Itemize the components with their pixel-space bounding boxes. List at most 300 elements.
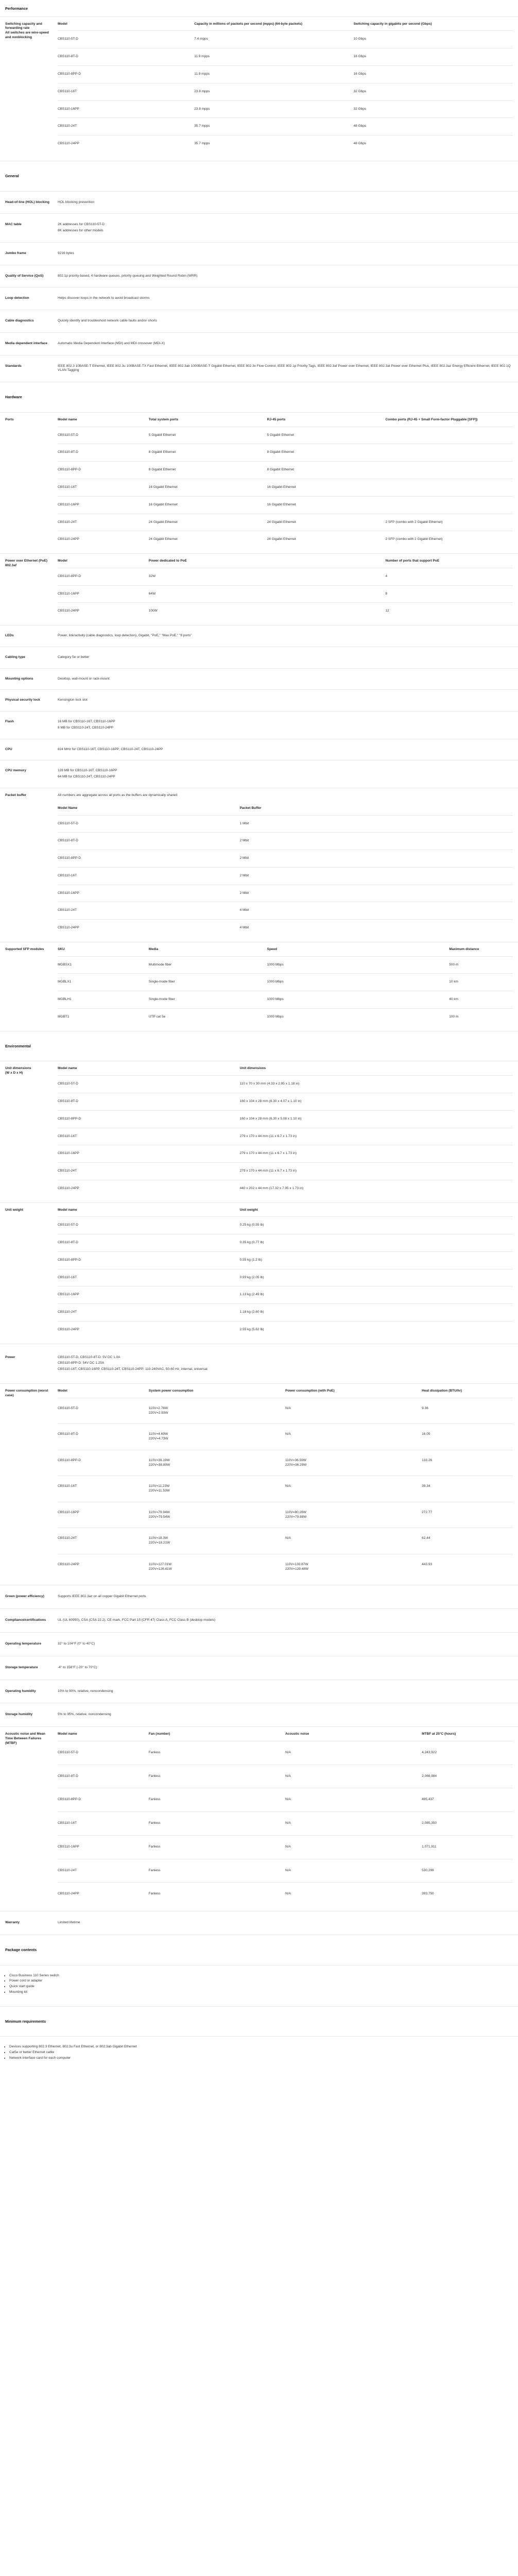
hardware-misc-rows [0, 625, 518, 788]
spec-value-line: Helps discover loops in the network to avoid broadcast storms [58, 296, 150, 300]
table-cell: 24 Gigabit Ethernet [149, 531, 267, 548]
table-row [58, 885, 513, 902]
row-acoustic [0, 1727, 518, 1911]
power-value [58, 1344, 518, 1383]
spec-value [58, 310, 518, 332]
spec-value-line: IEEE 802.3 10BASE-T Ethernet, IEEE 802.3u 100BASE-TX Fast Ethernet, IEEE 802.3ab 1000BASE-T Gigabit Ethernet, IEEE 802.3x Flow Control, IEEE 802.1p Priority Tags, IEEE 802.3af Power over Ethernet, IEEE 802.3at Power over Ethernet Plus, IEEE 802.3az Energy Efficient Ethernet, IEEE 802.1Q VLAN Tagging [58, 364, 511, 372]
table-cell: 16 Gigabit Ethernet [267, 496, 386, 514]
column-header: Power consumption (with PoE) [285, 1389, 335, 1393]
spec-value [58, 1656, 518, 1680]
table-row [58, 1163, 513, 1180]
table-row [58, 585, 513, 603]
table-row [58, 833, 513, 850]
table-row [58, 1304, 513, 1321]
spec-label: LEDs [5, 634, 14, 638]
table-cell: Fanless [149, 1835, 285, 1859]
table-row [58, 1502, 513, 1528]
table-cell: Fanless [149, 1859, 285, 1883]
column-header: Model name [58, 417, 77, 421]
table-cell: 24 Gigabit Ethernet [149, 514, 267, 531]
switching-label: Switching capacity and forwarding rate All switches are wire-speed and nonblocking [5, 22, 49, 40]
spec-label: Flash [5, 720, 14, 724]
table-cell: N/A [285, 1835, 422, 1859]
table-cell: CBS110-24PP [58, 1554, 149, 1580]
spec-value-line: Desktop, wall-mount or rack-mount [58, 676, 110, 681]
spec-value-line: 16 MB for CBS110-16T, CBS110-16PP [58, 720, 115, 724]
table-cell: 16 Gigabit Ethernet [149, 479, 267, 497]
table-cell: 40 km [449, 991, 513, 1009]
spec-value [58, 1703, 518, 1726]
table-row [58, 100, 513, 118]
spec-value [58, 690, 518, 711]
column-header: SKU [58, 947, 65, 951]
power-label: Power [5, 1355, 15, 1359]
table-cell: CBS110-5T-D [58, 1217, 240, 1234]
table-cell: CBS110-16T [58, 83, 194, 100]
table-cell: CBS110-16PP [58, 1835, 149, 1859]
table-cell: CBS110-5T-D [58, 427, 149, 444]
table-row [58, 1812, 513, 1836]
list-item: • Quick start guide [9, 1985, 513, 1989]
spec-row [0, 192, 518, 214]
table-cell: CBS110-16PP [58, 1145, 240, 1163]
table-row [58, 1093, 513, 1110]
table-header-row [58, 1732, 513, 1741]
table-cell: 1000 Mbps [267, 1008, 450, 1025]
spec-label: Cabling type [5, 655, 26, 659]
table-cell: CBS110-16PP [58, 1286, 240, 1304]
spec-value-line: 5% to 95%, relative, noncondensing [58, 1713, 111, 1717]
spec-value-line: Category 5e or better [58, 655, 90, 659]
row-power [0, 1344, 518, 1384]
table-cell: 8 Gigabit Ethernet [149, 462, 267, 479]
spec-value-line: Kensington lock slot [58, 698, 88, 702]
table-row [58, 1145, 513, 1163]
table-cell: 2 Mbit [240, 833, 513, 850]
table-row [58, 1476, 513, 1502]
ports-table [58, 418, 513, 548]
spec-row [0, 265, 518, 288]
table-cell: CBS110-8T-D [58, 1093, 240, 1110]
spec-value [58, 1680, 518, 1703]
table-cell: 2 SFP (combo with 2 Gigabit Ethernet) [385, 531, 513, 548]
spec-value-line: 2K addresses for CBS110-5T-D [58, 223, 105, 227]
table-cell: CBS110-16PP [58, 1502, 149, 1528]
table-cell: 64W [149, 585, 386, 603]
spec-value [58, 625, 518, 647]
table-cell: CBS110-8T-D [58, 833, 240, 850]
spec-row [0, 711, 518, 739]
spec-label: Compliance/certifications [5, 1618, 46, 1622]
table-cell: CBS110-24T [58, 1163, 240, 1180]
packet-buffer-value [58, 788, 518, 942]
table-cell: CBS110-8PP-D [58, 1788, 149, 1812]
table-cell: 160 x 104 x 28 mm (6.30 x 4.07 x 1.10 in) [240, 1093, 513, 1110]
table-cell: 0.55 kg (1.2 lb) [240, 1251, 513, 1269]
table-cell: 16 Gigabit Ethernet [149, 496, 267, 514]
minimum-requirements-list [5, 2045, 513, 2060]
table-cell: Single-mode fiber [149, 974, 267, 991]
spec-value-line: 9216 bytes [58, 251, 74, 255]
table-header-row [58, 947, 513, 956]
table-cell: CBS110-16PP [58, 585, 149, 603]
table-row [58, 31, 513, 48]
table-cell [385, 427, 513, 444]
table-row [58, 1217, 513, 1234]
acoustic-table [58, 1732, 513, 1906]
table-cell: CBS110-24PP [58, 1883, 149, 1906]
table-cell: CBS110-16PP [58, 100, 194, 118]
table-cell: 8 [385, 585, 513, 603]
table-cell: 8 Gigabit Ethernet [149, 444, 267, 462]
spec-value [58, 355, 518, 382]
poe-value [58, 554, 518, 625]
spec-row [0, 243, 518, 265]
table-row [58, 48, 513, 66]
row-minimum-requirements [0, 2037, 518, 2077]
list-item: • Cisco Business 110 Series switch [9, 1974, 513, 1978]
table-cell: CBS110-8PP-D [58, 462, 149, 479]
column-header: RJ-45 ports [267, 417, 286, 421]
table-cell: Fanless [149, 1883, 285, 1906]
table-cell: 10 km [449, 974, 513, 991]
table-cell: CBS110-5T-D [58, 1076, 240, 1093]
table-cell: 1,071,911 [422, 1835, 513, 1859]
table-cell: N/A [285, 1765, 422, 1788]
warranty-label: Warranty [5, 1921, 20, 1925]
table-cell: 11.9 mpps [194, 48, 353, 66]
row-ports [0, 413, 518, 554]
table-cell: Single-mode fiber [149, 991, 267, 1009]
table-cell: 7.4 mpps [194, 31, 353, 48]
table-cell: 23.8 mpps [194, 100, 353, 118]
acoustic-value [58, 1727, 518, 1911]
table-header-row [58, 806, 513, 815]
switching-value [58, 17, 518, 158]
table-cell: N/A [285, 1859, 422, 1883]
table-row [58, 1450, 513, 1476]
table-row [58, 1180, 513, 1197]
column-header: Total system ports [148, 417, 179, 421]
table-row [58, 531, 513, 548]
spec-label: Operating humidity [5, 1689, 36, 1693]
table-cell: CBS110-24T [58, 514, 149, 531]
list-item: • Power cord or adapter [9, 1979, 513, 1984]
column-header: Unit dimensions [239, 1066, 266, 1071]
row-switching-capacity [0, 17, 518, 161]
table-row [58, 1251, 513, 1269]
table-cell: 1000 Mbps [267, 974, 450, 991]
weight-value [58, 1203, 518, 1344]
column-header: Number of ports that support PoE [385, 559, 440, 563]
table-cell: 32W [149, 568, 386, 585]
power-consumption-value [58, 1384, 518, 1585]
ports-label: Ports [5, 417, 14, 421]
spec-row [0, 1633, 518, 1656]
table-cell: Fanless [149, 1788, 285, 1812]
table-row [58, 1076, 513, 1093]
table-cell: 12 [385, 603, 513, 620]
spec-row [0, 214, 518, 243]
table-cell: 279 x 170 x 44 mm (11 x 6.7 x 1.73 in) [240, 1145, 513, 1163]
spec-label: Green (power efficiency) [5, 1595, 44, 1599]
table-cell: 8 Gigabit Ethernet [267, 444, 386, 462]
table-row [58, 1883, 513, 1906]
spec-row [0, 1703, 518, 1727]
section-minimum-requirements: Minimum requirements [0, 2007, 518, 2037]
table-cell: 0.93 kg (2.05 lb) [240, 1269, 513, 1286]
section-hardware: Hardware [0, 382, 518, 413]
table-cell: N/A [285, 1788, 422, 1812]
poe-label: Power over Ethernet (PoE) 802.3af [5, 559, 47, 567]
column-header: Packet Buffer [239, 806, 262, 810]
table-row [58, 496, 513, 514]
table-cell: CBS110-16T [58, 1812, 149, 1836]
spec-label: CPU memory [5, 769, 26, 773]
table-cell: MGBSX1 [58, 956, 149, 974]
table-cell: CBS110-16PP [58, 885, 240, 902]
table-row [58, 514, 513, 531]
table-cell: 495,437 [422, 1788, 513, 1812]
table-cell: Multimode fiber [149, 956, 267, 974]
table-cell [385, 479, 513, 497]
table-cell: N/A [285, 1883, 422, 1906]
spec-value-line: 824 MHz for CBS110-16T, CBS110-16PP; CBS110-24T, CBS110-24PP [58, 747, 163, 751]
table-cell: 272.77 [422, 1502, 513, 1528]
row-warranty [0, 1911, 518, 1935]
table-cell: CBS110-5T-D [58, 815, 240, 833]
spec-value-line: 802.1p priority-based, 4 hardware queues, priority queuing and Weighted Round Robin (WRR) [58, 274, 198, 278]
table-cell: CBS110-16T [58, 1269, 240, 1286]
spec-value-line: 128 MB for CBS110-16T, CBS110-16PP [58, 769, 117, 773]
table-cell: 160 x 104 x 28 mm (6.30 x 5.08 x 1.10 in) [240, 1110, 513, 1128]
table-cell: 1 Mbit [240, 815, 513, 833]
table-row [58, 974, 513, 991]
table-cell: 110V=80.28W 220V=79.88W [285, 1502, 422, 1528]
table-cell: 24 Gigabit Ethernet [267, 514, 386, 531]
dimensions-value [58, 1061, 518, 1202]
spec-value-line: Automatic Media Dependent Interface (MDI) and MDI crossover (MDI-X) [58, 341, 165, 345]
table-cell: 48 Gbps [354, 135, 513, 152]
section-environmental: Environmental [0, 1031, 518, 1062]
table-header-row [58, 1066, 513, 1075]
spec-row [0, 690, 518, 711]
table-cell: CBS110-24PP [58, 1321, 240, 1338]
table-cell: 1000 Mbps [267, 956, 450, 974]
table-cell: CBS110-24PP [58, 920, 240, 937]
table-cell: N/A [285, 1741, 422, 1765]
table-cell: 23.8 mpps [194, 83, 353, 100]
table-row [58, 1835, 513, 1859]
spec-value-line: HOL blocking prevention [58, 200, 94, 204]
spec-label: Jumbo frame [5, 251, 26, 255]
table-row [58, 479, 513, 497]
table-row [58, 1128, 513, 1145]
table-cell: 35.7 mpps [194, 135, 353, 152]
table-cell: 39.34 [422, 1476, 513, 1502]
power-consumption-table [58, 1389, 513, 1580]
spec-value [58, 265, 518, 287]
table-cell: CBS110-5T-D [58, 31, 194, 48]
spec-value [58, 739, 518, 760]
table-cell [385, 496, 513, 514]
spec-value [58, 287, 518, 310]
table-cell: 16 Gigabit Ethernet [267, 479, 386, 497]
table-cell: 8 Gigabit Ethernet [267, 462, 386, 479]
table-row [58, 1286, 513, 1304]
table-row [58, 815, 513, 833]
table-row [58, 867, 513, 885]
table-row [58, 444, 513, 462]
spec-label: Standards [5, 364, 22, 368]
table-row [58, 920, 513, 937]
table-row [58, 850, 513, 868]
table-cell: N/A [285, 1424, 422, 1450]
spec-row [0, 333, 518, 355]
table-cell: 393,750 [422, 1883, 513, 1906]
table-cell: 2 Mbit [240, 850, 513, 868]
spec-row [0, 355, 518, 383]
section-general: General [0, 161, 518, 192]
table-cell: 110V=18.3W 220V=18.21W [149, 1528, 285, 1554]
spec-value-line: Supports IEEE 802.3az on all copper Gigabit Ethernet ports [58, 1595, 146, 1599]
table-row [58, 1110, 513, 1128]
table-cell: CBS110-24T [58, 1528, 149, 1554]
table-cell: CBS110-8T-D [58, 1424, 149, 1450]
table-row [58, 118, 513, 135]
table-cell: N/A [285, 1476, 422, 1502]
table-cell: 16 Gbps [354, 48, 513, 66]
table-cell: 100W [149, 603, 386, 620]
table-cell: 62.44 [422, 1528, 513, 1554]
general-rows [0, 192, 518, 383]
table-cell: CBS110-16T [58, 479, 149, 497]
spec-value [58, 243, 518, 265]
table-cell: 16 Gbps [354, 66, 513, 83]
table-header-row [58, 418, 513, 427]
table-cell: CBS110-8T-D [58, 1234, 240, 1252]
table-cell: CBS110-8PP-D [58, 850, 240, 868]
spec-value [58, 760, 518, 788]
table-cell: CBS110-24PP [58, 1180, 240, 1197]
table-cell: 279 x 170 x 44 mm (11 x 6.7 x 1.73 in) [240, 1163, 513, 1180]
table-cell: 10 Gbps [354, 31, 513, 48]
column-header: Model name [58, 1066, 77, 1071]
table-header-row [58, 559, 513, 568]
column-header: Acoustic noise [285, 1732, 309, 1736]
table-cell: 1000 Mbps [267, 991, 450, 1009]
table-cell: 48 Gbps [354, 118, 513, 135]
spec-row [0, 1680, 518, 1704]
spec-value-line: 32° to 104°F (0° to 40°C) [58, 1642, 95, 1646]
table-cell: 110 x 70 x 30 mm (4.33 x 2.95 x 1.18 in) [240, 1076, 513, 1093]
table-cell: 4 Mbit [240, 902, 513, 920]
column-header: Speed [267, 947, 278, 951]
table-cell: CBS110-16T [58, 867, 240, 885]
weight-label: Unit weight [5, 1208, 24, 1212]
package-contents-list [5, 1974, 513, 1995]
column-header: Combo ports (RJ-45 + Small Form-factor Pluggable [SFP]) [385, 417, 478, 421]
table-cell: 1.18 kg (2.60 lb) [240, 1304, 513, 1321]
table-cell: UTP cat 5e [149, 1008, 267, 1025]
spec-value-line: 8K addresses for other models [58, 229, 103, 233]
table-cell: CBS110-16PP [58, 496, 149, 514]
table-cell: CBS110-8PP-D [58, 1450, 149, 1476]
list-item: • Devices supporting 802.3 Ethernet, 802.3u Fast Ethernet, or 802.3ab Gigabit Ethernet [9, 2045, 513, 2049]
spec-row [0, 1585, 518, 1609]
table-cell: 110V=79.94W 220V=79.54W [149, 1502, 285, 1528]
row-weight [0, 1203, 518, 1344]
table-cell: CBS110-8T-D [58, 444, 149, 462]
spec-label: Cable diagnostics [5, 319, 34, 323]
table-cell: Fanless [149, 1741, 285, 1765]
power-line-1: CBS110-5T-D, CBS110-8T-D: 5V DC 1.0A [58, 1355, 120, 1359]
spec-label: Media dependent interface [5, 341, 47, 345]
table-cell: 2 Mbit [240, 867, 513, 885]
spec-label: CPU [5, 747, 12, 751]
table-cell: 9.36 [422, 1398, 513, 1424]
table-cell: 2.55 kg (5.62 lb) [240, 1321, 513, 1338]
power-line-2: CBS110-8PP-D: 54V DC 1.25A [58, 1361, 105, 1365]
table-cell: CBS110-24T [58, 118, 194, 135]
table-row [58, 1234, 513, 1252]
column-header: Model Name [58, 806, 78, 810]
spec-row [0, 1656, 518, 1680]
table-row [58, 1741, 513, 1765]
sfp-table [58, 947, 513, 1026]
column-header: Model [58, 22, 67, 26]
column-header: MTBF at 25°C (hours) [422, 1732, 456, 1736]
package-contents-value [0, 1965, 518, 2006]
spec-value [58, 647, 518, 668]
power-consumption-label: Power consumption (worst case) [5, 1389, 48, 1397]
table-cell: 4 [385, 568, 513, 585]
table-cell: N/A [285, 1398, 422, 1424]
table-cell: 110V=130.87W 220V=129.48W [285, 1554, 422, 1580]
table-row [58, 83, 513, 100]
spec-value [58, 711, 518, 739]
row-sfp [0, 942, 518, 1031]
table-cell: 32 Gbps [354, 100, 513, 118]
table-cell: 110V=11.23W 220V=11.53W [149, 1476, 285, 1502]
spec-value-line: Power, link/activity (cable diagnostics, loop detection), Gigabit, "PoE," "Max PoE," "8 ports" [58, 634, 192, 638]
table-cell: 24 Gigabit Ethernet [267, 531, 386, 548]
dimensions-label: Unit dimensions (W x D x H) [5, 1066, 31, 1075]
table-row [58, 991, 513, 1009]
table-cell: MGBT1 [58, 1008, 149, 1025]
table-cell: CBS110-8T-D [58, 1765, 149, 1788]
packet-buffer-note: All numbers are aggregate across all ports as the buffers are dynamically shared: [58, 793, 178, 798]
table-cell: 1.13 kg (2.49 lb) [240, 1286, 513, 1304]
table-cell: 2,066,984 [422, 1765, 513, 1788]
table-cell: 500 m [449, 956, 513, 974]
column-header: Power dedicated to PoE [148, 559, 187, 563]
table-row [58, 902, 513, 920]
table-cell: 2,085,350 [422, 1812, 513, 1836]
table-cell: CBS110-24T [58, 1859, 149, 1883]
table-cell: MGBLH1 [58, 991, 149, 1009]
spec-value-line: 64 MB for CBS110-24T, CBS110-24PP [58, 775, 115, 779]
table-cell: 110V=36.59W 220V=36.29W [285, 1450, 422, 1476]
spec-row [0, 647, 518, 669]
table-cell: 0.35 kg (0.77 lb) [240, 1234, 513, 1252]
column-header: Model name [58, 1208, 77, 1212]
power-line-3: CBS110-16T, CBS110-16PP, CBS110-24T, CBS110-24PP: 110-240VAC, 50-60 Hz, internal, universal [58, 1367, 208, 1371]
table-cell: 110V=127.01W 220V=126.41W [149, 1554, 285, 1580]
table-cell: CBS110-5T-D [58, 1741, 149, 1765]
table-cell: N/A [285, 1528, 422, 1554]
table-cell: N/A [285, 1812, 422, 1836]
